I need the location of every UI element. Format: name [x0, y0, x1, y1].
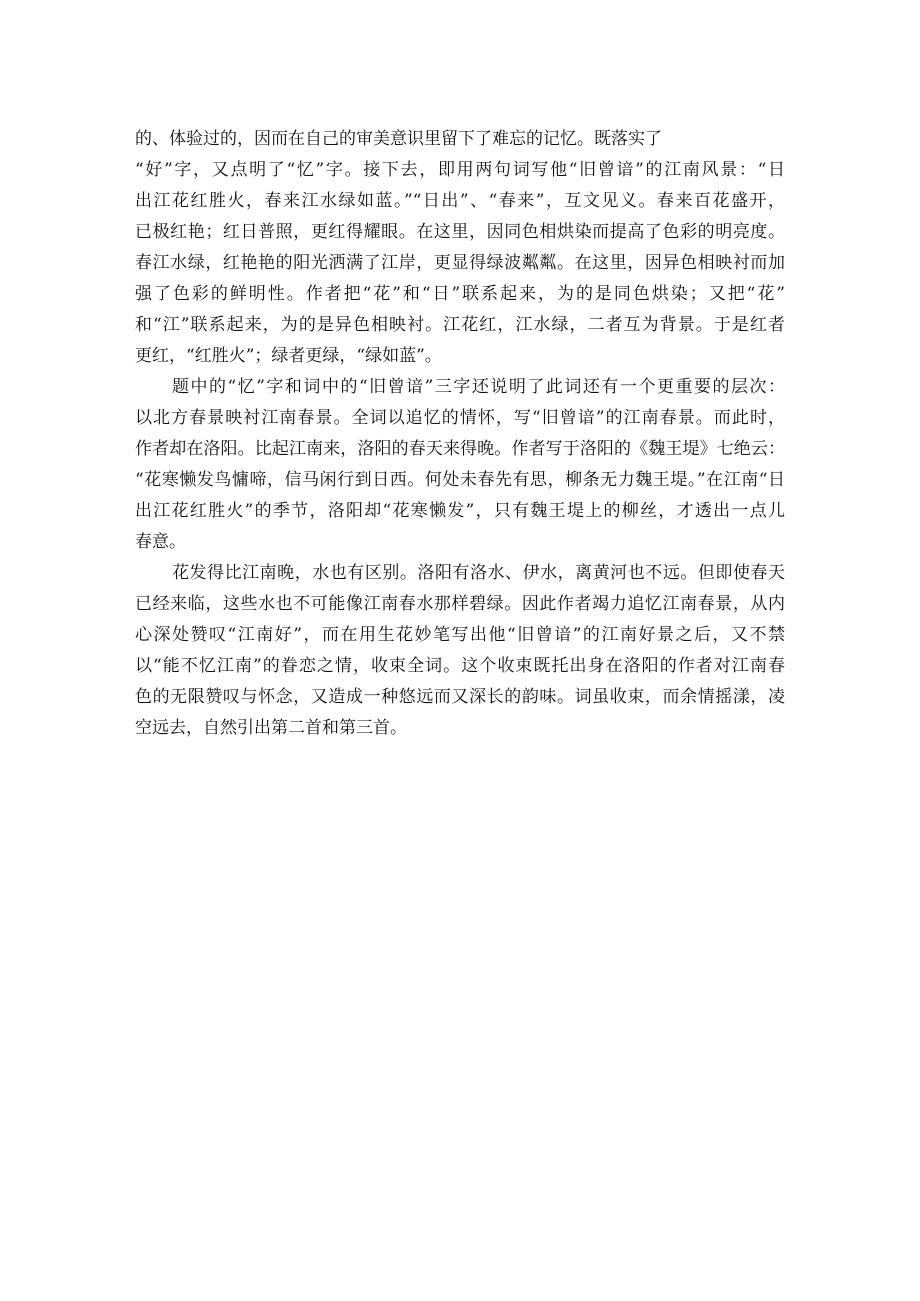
text-line: 花发得比江南晚，水也有区别。洛阳有洛水、伊水，离黄河也不远。但即使春天: [172, 563, 785, 583]
article-body: [135, 124, 785, 744]
text-line: 春意。: [135, 532, 186, 552]
text-line: “好”字，又点明了“忆”字。接下去，即用两句词写他“旧曾谙”的江南风景：“日: [135, 160, 785, 180]
text-line: 出江花红胜火，春来江水绿如蓝。”“日出”、“春来”，互文见义。春来百花盛开，: [135, 191, 785, 211]
text-line: 以北方春景映衬江南春景。全词以追忆的情怀，写“旧曾谙”的江南春景。而此时，: [135, 408, 785, 428]
text-line: 的、体验过的，因而在自己的审美意识里留下了难忘的记忆。既落实了: [135, 129, 662, 149]
text-line: 空远去，自然引出第二首和第三首。: [135, 718, 407, 738]
text-line: 题中的“忆”字和词中的“旧曾谙”三字还说明了此词还有一个更重要的层次：: [172, 377, 785, 397]
text-line: 色的无限赞叹与怀念，又造成一种悠远而又深长的韵味。词虽收束，而余情摇漾，凌: [135, 687, 785, 707]
text-line: 出江花红胜火”的季节，洛阳却“花寒懒发”，只有魏王堤上的柳丝，才透出一点儿: [135, 501, 785, 521]
text-line: 更红，“红胜火”；绿者更绿，“绿如蓝”。: [135, 346, 442, 366]
text-line: 已极红艳；红日普照，更红得耀眼。在这里，因同色相烘染而提高了色彩的明亮度。: [135, 222, 785, 242]
paragraph-3: [135, 558, 785, 744]
text-line: 已经来临，这些水也不可能像江南春水那样碧绿。因此作者竭力追忆江南春景，从内: [135, 594, 785, 614]
text-line: 春江水绿，红艳艳的阳光洒满了江岸，更显得绿波粼粼。在这里，因异色相映衬而加: [135, 253, 785, 273]
text-line: 和“江”联系起来，为的是异色相映衬。江花红，江水绿，二者互为背景。于是红者: [135, 315, 785, 335]
text-line: 以“能不忆江南”的眷恋之情，收束全词。这个收束既托出身在洛阳的作者对江南春: [135, 656, 785, 676]
paragraph-2: [135, 372, 785, 558]
text-line: 心深处赞叹“江南好”，而在用生花妙笔写出他“旧曾谙”的江南好景之后，又不禁: [135, 625, 785, 645]
text-line: 作者却在洛阳。比起江南来，洛阳的春天来得晚。作者写于洛阳的《魏王堤》七绝云：: [135, 439, 785, 459]
text-line: “花寒懒发鸟慵啼，信马闲行到日西。何处未春先有思，柳条无力魏王堤。”在江南“日: [135, 470, 785, 490]
text-line: 强了色彩的鲜明性。作者把“花”和“日”联系起来，为的是同色烘染；又把“花”: [135, 284, 785, 304]
paragraph-1: [135, 124, 785, 372]
